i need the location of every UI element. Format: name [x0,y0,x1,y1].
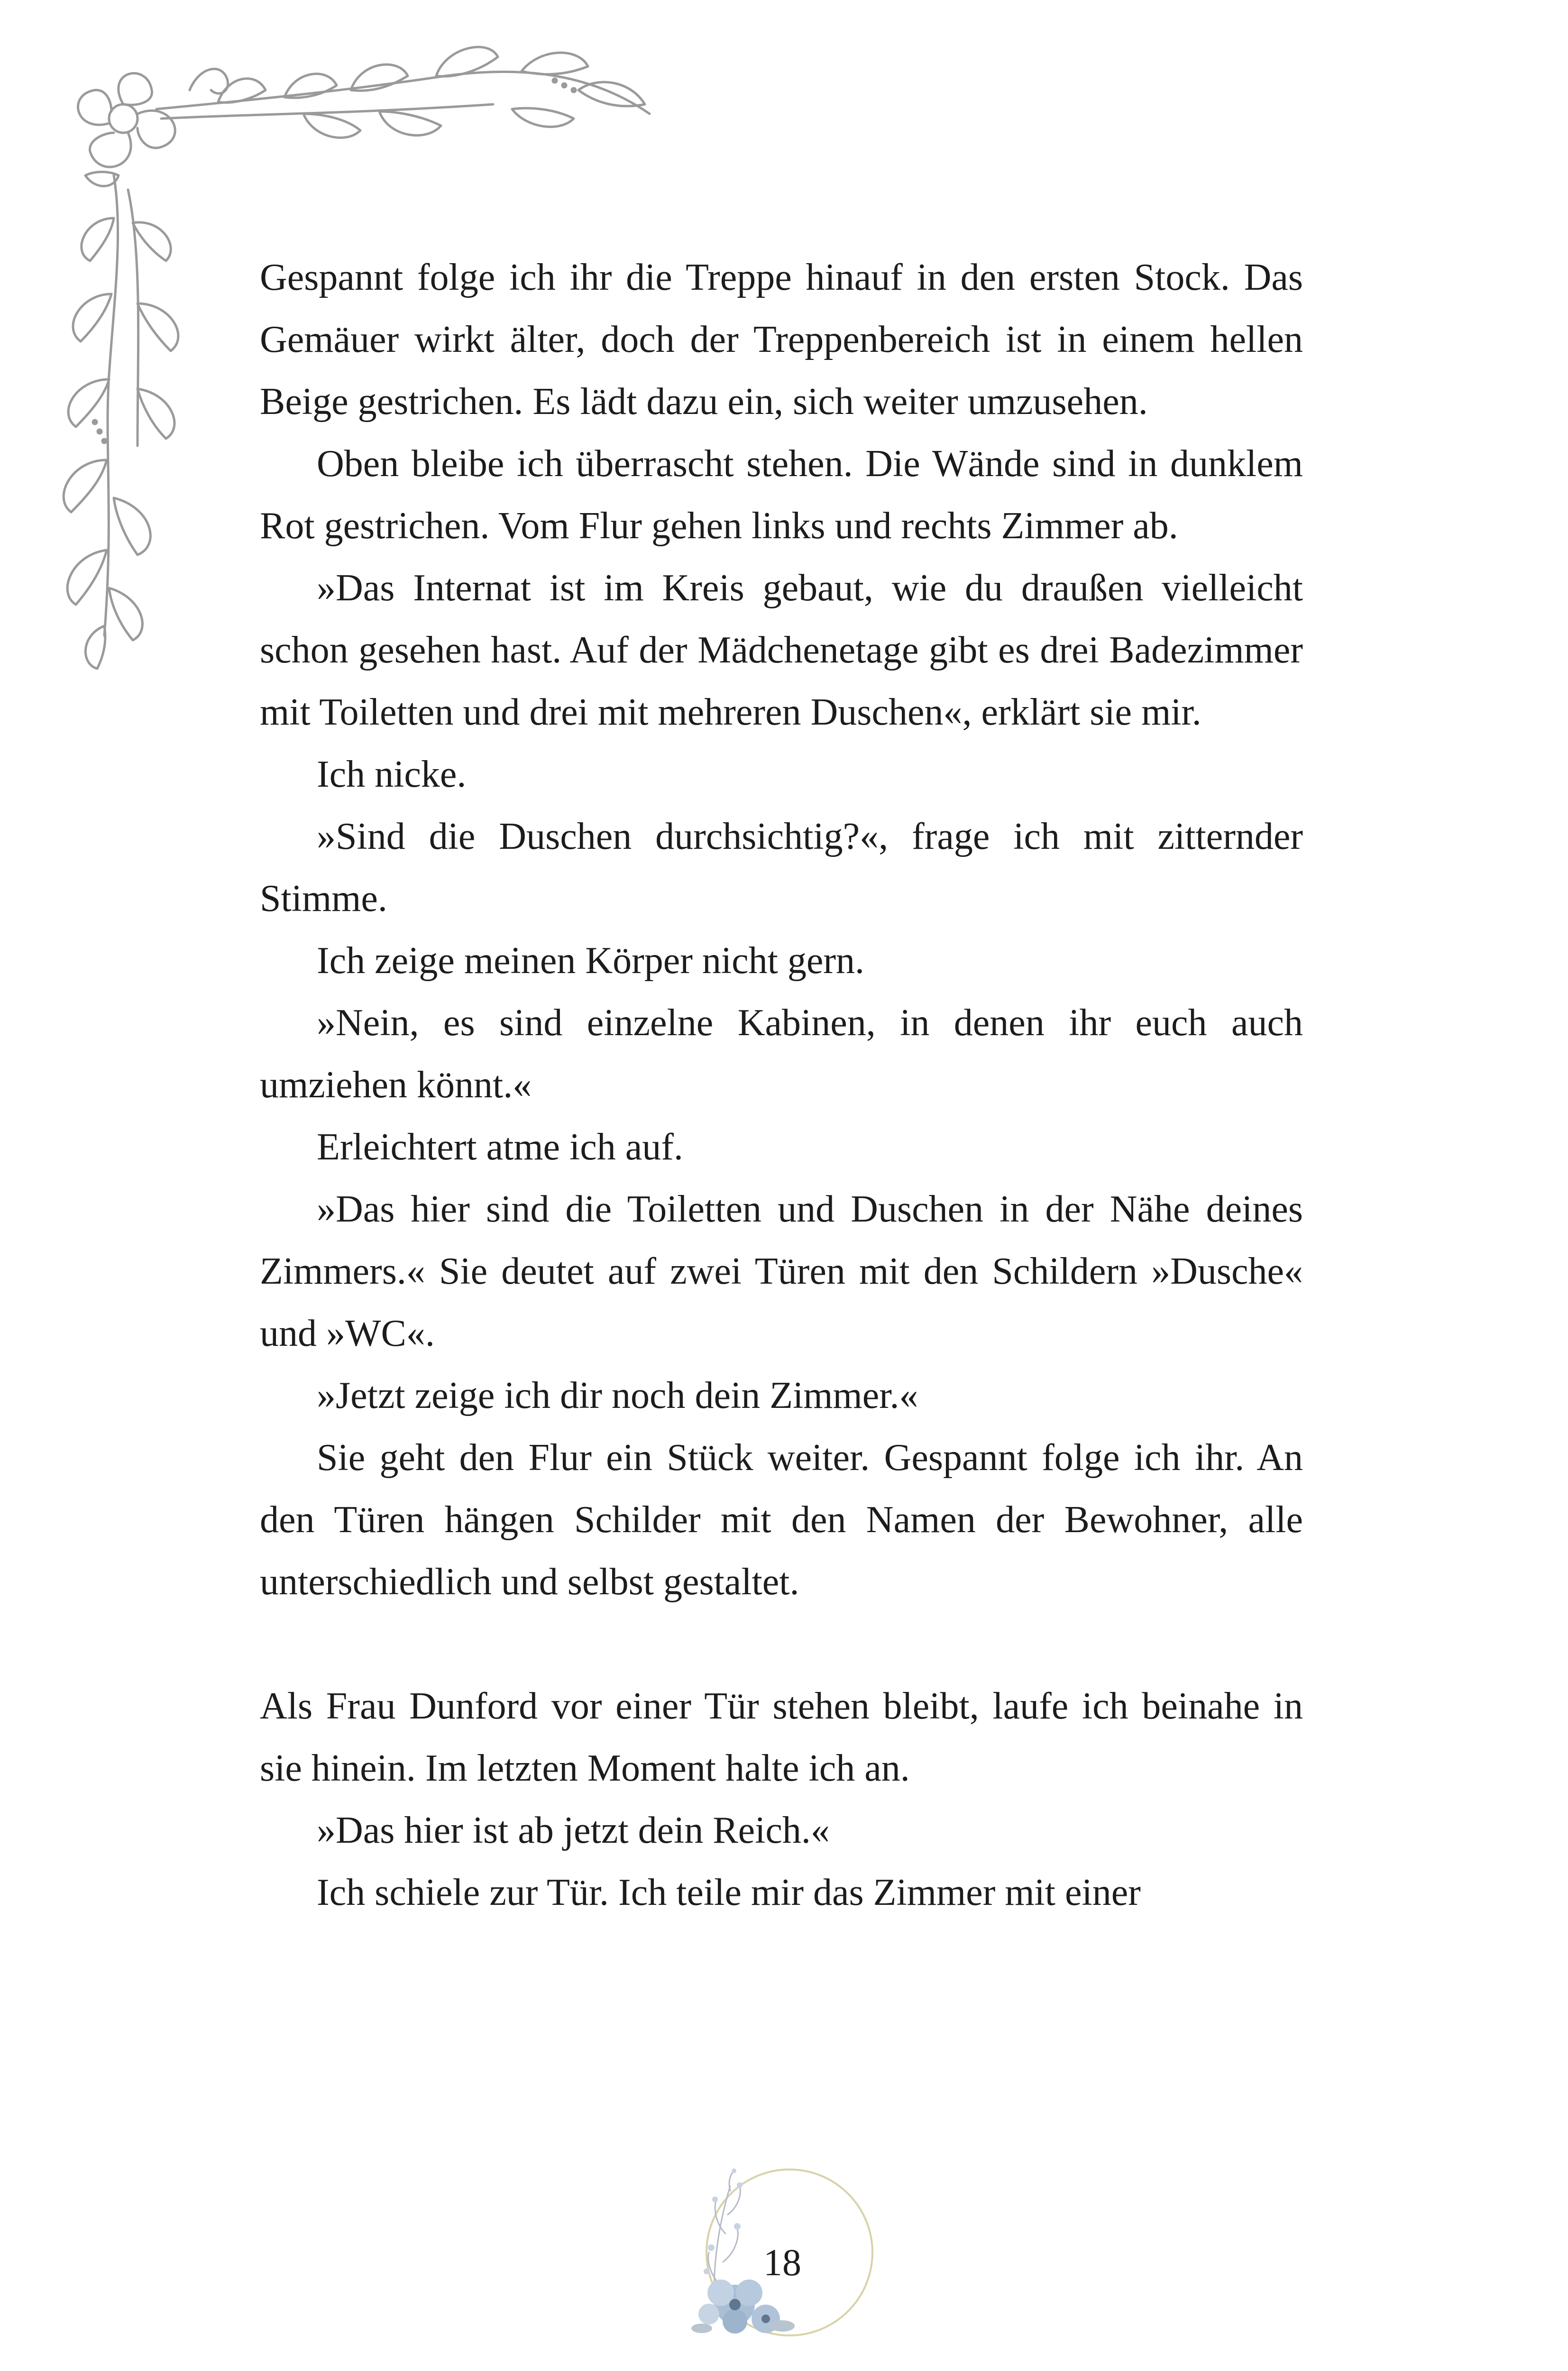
paragraph: »Nein, es sind einzelne Kabinen, in denen ihr euch auch umziehen könnt.« [260,1002,1303,1106]
paragraph: »Sind die Duschen durchsichtig?«, frage ich mit zitternder Stimme. [260,816,1303,919]
paragraph: Als Frau Dunford vor einer Tür stehen bleibt, laufe ich beinahe in sie hinein. Im letzten Moment halte ich an. [260,1685,1303,1789]
paragraph: Ich schiele zur Tür. Ich teile mir das Zimmer mit einer [317,1872,1141,1913]
paragraph: Ich nicke. [317,754,467,795]
paragraph: »Das Internat ist im Kreis gebaut, wie du draußen vielleicht schon gesehen hast. Auf der Mädchenetage gibt es drei Badezimmer mit Toiletten und drei mit mehreren Duschen«, erklärt sie mir. [260,567,1303,733]
section-break [260,1613,1303,1675]
paragraph: »Jetzt zeige ich dir noch dein Zimmer.« [317,1375,918,1416]
paragraph: Sie geht den Flur ein Stück weiter. Gespannt folge ich ihr. An den Türen hängen Schilder mit den Namen der Bewohner, alle unterschiedlich und selbst gestaltet. [260,1437,1303,1603]
paragraph: »Das hier sind die Toiletten und Duschen in der Nähe deines Zimmers.« Sie deutet auf zwei Türen mit den Schildern »Dusche« und »WC«. [260,1188,1303,1354]
page-number: 18 [763,2242,801,2284]
paragraph: »Das hier ist ab jetzt dein Reich.« [317,1810,830,1851]
body-text [260,247,1303,1924]
paragraph: Oben bleibe ich überrascht stehen. Die Wände sind in dunklem Rot gestrichen. Vom Flur gehen links und rechts Zimmer ab. [260,443,1303,547]
paragraph: Ich zeige meinen Körper nicht gern. [317,940,865,982]
paragraph: Erleichtert atme ich auf. [317,1126,683,1168]
paragraph: Gespannt folge ich ihr die Treppe hinauf in den ersten Stock. Das Gemäuer wirkt älter, doch der Treppenbereich ist in einem hellen Beige gestrichen. Es lädt dazu ein, sich weiter umzusehen. [260,257,1303,423]
